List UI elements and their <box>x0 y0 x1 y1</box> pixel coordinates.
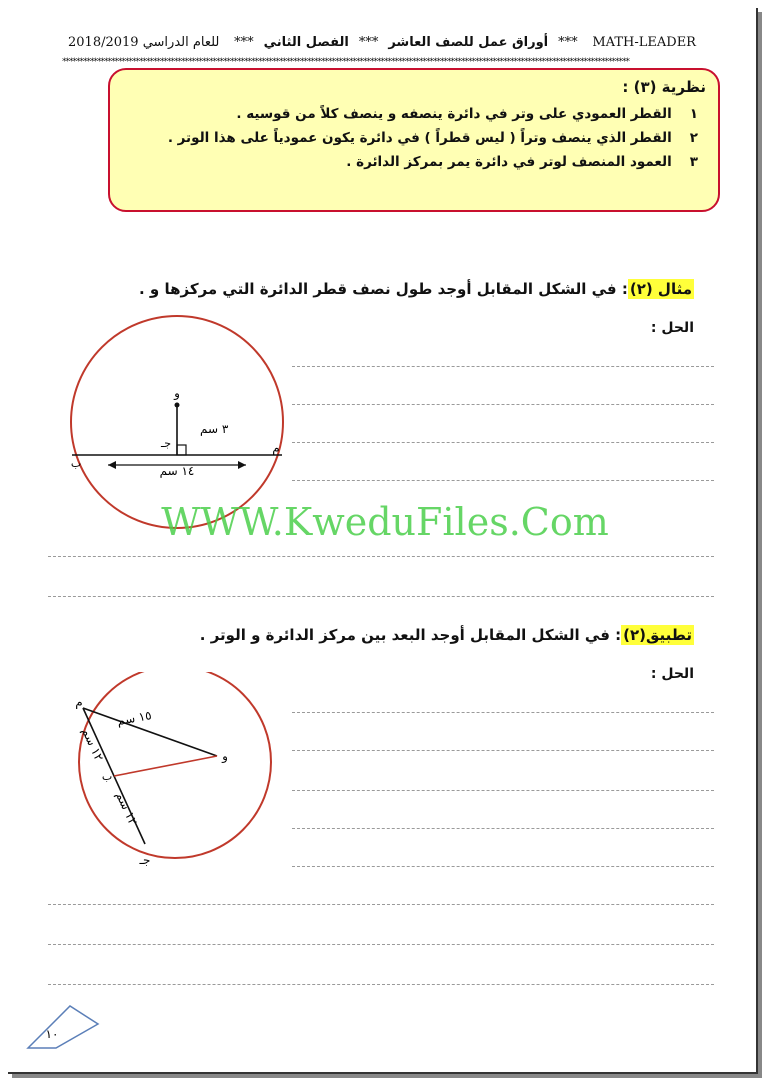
answer-line <box>292 790 714 791</box>
example-solution-label: الحل : <box>650 320 694 336</box>
example-label: مثال (٢) <box>629 280 692 298</box>
theorem-box <box>108 68 720 212</box>
application-text: : في الشكل المقابل أوجد البعد بين مركز الدائرة و الوتر . <box>199 626 622 644</box>
answer-line <box>292 442 714 443</box>
center-point <box>175 403 180 408</box>
right-angle-mark <box>177 445 186 455</box>
application-solution-label: الحل : <box>650 666 694 682</box>
left-end-label: ب <box>70 457 82 470</box>
header-sep: *** <box>558 34 578 50</box>
distance-label: ٣ سم <box>200 422 229 436</box>
application-title <box>200 626 694 644</box>
answer-line <box>48 984 714 985</box>
header-middle <box>234 35 578 50</box>
top-point-label: م <box>75 695 83 709</box>
distance-line <box>114 756 217 776</box>
example-text: : في الشكل المقابل أوجد طول نصف قطر الدائرة التي مركزها و . <box>139 280 628 298</box>
answer-line <box>292 866 714 867</box>
radius-length-label: ١٥ سم <box>115 708 153 728</box>
answer-line <box>292 828 714 829</box>
theorem-item <box>122 130 698 146</box>
page-number-badge <box>22 1002 102 1054</box>
star-divider: ****************************************************************************************************************************************************************** <box>62 57 629 67</box>
theorem-item-text: العمود المنصف لوتر في دائرة يمر بمركز الدائرة . <box>346 154 672 170</box>
theorem-item <box>122 106 698 122</box>
application-label: تطبيق(٢) <box>623 626 692 644</box>
foot-label: جـ <box>160 437 172 450</box>
header-year: 2018/2019 <box>68 34 139 50</box>
theorem-item-number: ١ <box>689 106 698 122</box>
chord-length-label: ١٤ سم <box>159 464 195 478</box>
example-title <box>139 280 694 298</box>
answer-line <box>48 904 714 905</box>
header-sep: *** <box>358 34 379 50</box>
answer-line <box>292 404 714 405</box>
page-number-shape <box>28 1006 98 1048</box>
bottom-point-label: جـ <box>139 853 151 867</box>
answer-line <box>292 366 714 367</box>
theorem-item-number: ٣ <box>689 154 698 170</box>
answer-line <box>292 480 714 481</box>
arrowhead-right <box>238 461 246 469</box>
right-end-label: م <box>272 441 280 455</box>
header-year-group <box>68 35 219 50</box>
header-year-label: للعام الدراسي <box>142 34 220 50</box>
segment-length-label: ١٢ سم <box>79 725 107 764</box>
page-number: ١٠ <box>45 1027 59 1041</box>
header-brand: MATH-LEADER <box>592 34 696 50</box>
header-worksheet: أوراق عمل للصف العاشر <box>388 34 549 50</box>
answer-line <box>48 596 714 597</box>
theorem-item-text: القطر العمودي على وتر في دائرة ينصفه و ينصف كلاً من قوسيه . <box>236 106 672 122</box>
segment-length-label: ١٢ سم <box>113 789 141 828</box>
page-header <box>68 30 696 54</box>
answer-line <box>292 712 714 713</box>
application-figure <box>55 672 295 872</box>
theorem-item-text: القطر الذي ينصف وتراً ( ليس قطراً ) في دائرة يكون عمودياً على هذا الوتر . <box>167 130 672 146</box>
arrowhead-left <box>108 461 116 469</box>
center-label: و <box>222 749 228 763</box>
answer-line <box>292 750 714 751</box>
theorem-item-number: ٢ <box>689 130 698 146</box>
header-sep: *** <box>234 34 254 50</box>
watermark: WWW.KweduFiles.Com <box>161 500 609 544</box>
center-label: و <box>174 386 180 400</box>
answer-line <box>48 556 714 557</box>
theorem-item <box>122 154 698 170</box>
answer-line <box>48 944 714 945</box>
theorem-title: نظرية (٣) : <box>622 78 706 96</box>
header-term: الفصل الثاني <box>263 34 349 50</box>
circle-outline <box>79 672 271 858</box>
mid-point-label: ب <box>101 770 113 783</box>
